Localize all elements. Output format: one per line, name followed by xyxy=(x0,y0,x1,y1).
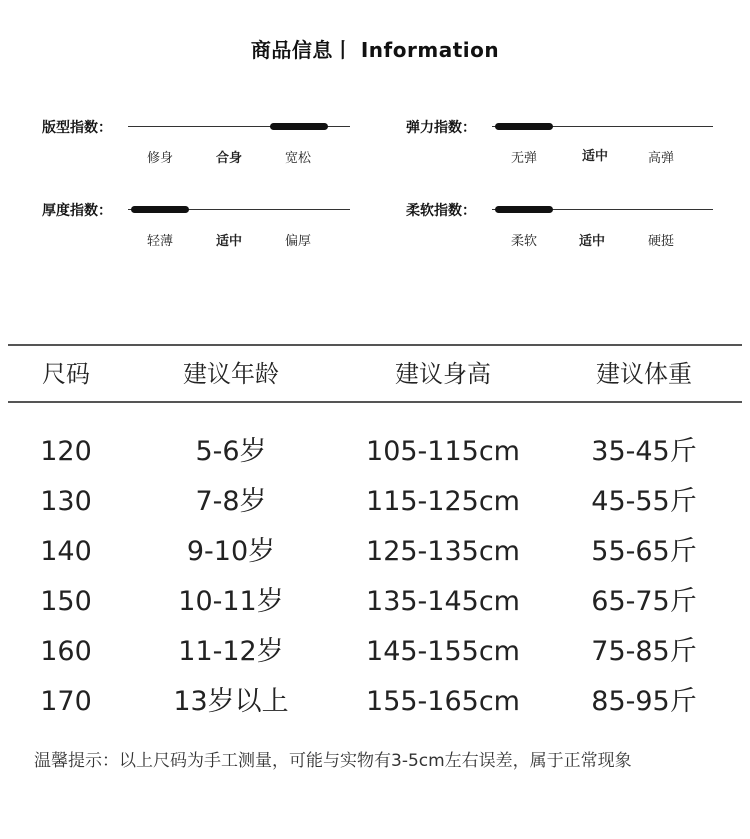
cell-size: 120 xyxy=(40,436,92,467)
cell-age: 11-12岁 xyxy=(178,636,284,667)
cell-height: 105-115cm xyxy=(366,436,520,467)
thickness-index xyxy=(42,203,362,259)
header-height: 建议身高 xyxy=(395,360,491,388)
fit-option-regular: 合身 xyxy=(215,151,243,166)
cell-size: 130 xyxy=(40,486,92,517)
cell-age: 9-10岁 xyxy=(186,536,276,567)
cell-weight: 75-85斤 xyxy=(591,636,697,667)
table-row xyxy=(0,434,750,474)
softness-option-soft: 柔软 xyxy=(510,234,538,249)
stretch-option-high: 高弹 xyxy=(647,151,675,166)
cell-height: 115-125cm xyxy=(366,486,520,517)
softness-index-label: 柔软指数： xyxy=(406,203,476,219)
header-size: 尺码 xyxy=(42,360,90,388)
cell-height: 155-165cm xyxy=(366,686,520,717)
fit-index-marker xyxy=(270,123,328,130)
thickness-index-label: 厚度指数： xyxy=(42,203,112,219)
softness-option-medium: 适中 xyxy=(578,234,606,249)
thickness-option-thick: 偏厚 xyxy=(284,234,312,249)
cell-size: 170 xyxy=(40,686,92,717)
table-header xyxy=(0,356,750,396)
softness-option-stiff: 硬挺 xyxy=(647,234,675,249)
stretch-index xyxy=(406,120,726,176)
table-row xyxy=(0,634,750,674)
stretch-option-medium: 适中 xyxy=(581,149,609,164)
stretch-index-marker xyxy=(495,123,553,130)
cell-height: 145-155cm xyxy=(366,636,520,667)
cell-size: 150 xyxy=(40,586,92,617)
thickness-option-thin: 轻薄 xyxy=(146,234,174,249)
table-header-rule xyxy=(8,401,742,403)
cell-size: 160 xyxy=(40,636,92,667)
cell-size: 140 xyxy=(40,536,92,567)
table-top-rule xyxy=(8,344,742,346)
cell-age: 7-8岁 xyxy=(195,486,267,517)
table-row xyxy=(0,534,750,574)
cell-weight: 45-55斤 xyxy=(591,486,697,517)
table-row xyxy=(0,484,750,524)
header-weight: 建议体重 xyxy=(596,360,692,388)
thickness-option-medium: 适中 xyxy=(215,234,243,249)
thickness-index-marker xyxy=(131,206,189,213)
fit-index-label: 版型指数： xyxy=(42,120,112,136)
fit-index xyxy=(42,120,362,176)
cell-weight: 35-45斤 xyxy=(591,436,697,467)
cell-weight: 85-95斤 xyxy=(591,686,697,717)
cell-height: 125-135cm xyxy=(366,536,520,567)
cell-age: 13岁以上 xyxy=(173,686,289,717)
softness-index xyxy=(406,203,726,259)
stretch-index-label: 弹力指数： xyxy=(406,120,476,136)
table-row xyxy=(0,584,750,624)
cell-height: 135-145cm xyxy=(366,586,520,617)
cell-weight: 55-65斤 xyxy=(591,536,697,567)
table-row xyxy=(0,684,750,724)
softness-index-marker xyxy=(495,206,553,213)
cell-age: 10-11岁 xyxy=(178,586,284,617)
fit-option-slim: 修身 xyxy=(146,151,174,166)
stretch-option-none: 无弹 xyxy=(510,151,538,166)
fit-option-loose: 宽松 xyxy=(284,151,312,166)
page-title: 商品信息丨 Information xyxy=(250,38,500,62)
header-age: 建议年龄 xyxy=(183,360,279,388)
size-note: 温馨提示：以上尺码为手工测量，可能与实物有3-5cm左右误差，属于正常现象 xyxy=(34,751,632,771)
cell-age: 5-6岁 xyxy=(195,436,267,467)
cell-weight: 65-75斤 xyxy=(591,586,697,617)
